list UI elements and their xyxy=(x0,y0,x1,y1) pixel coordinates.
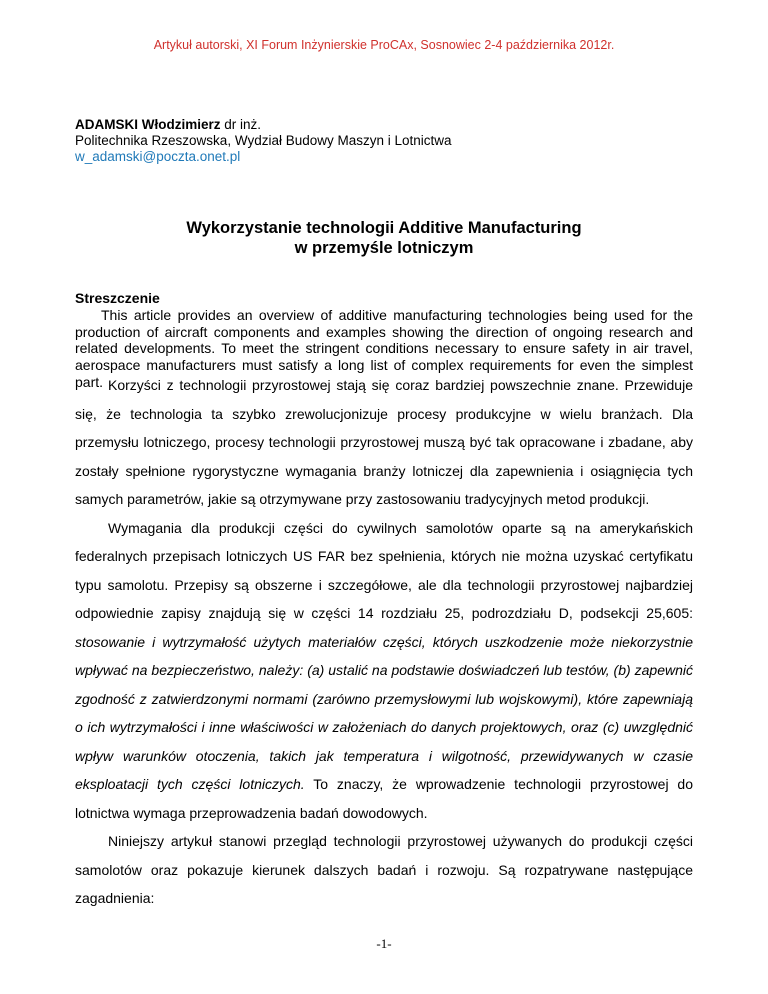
author-block xyxy=(75,117,452,165)
body-text xyxy=(75,371,693,913)
abstract-text: This article provides an overview of additive manufacturing technologies being used for the production of aircraft components and examples showing the direction of ongoing research and related developments. To meet the stringent conditions necessary to ensure safety in air travel, aerospace manufacturers must satisfy a long list of complex requirements for even the simplest part. xyxy=(75,306,693,390)
paper-title-line-2: w przemyśle lotniczym xyxy=(294,239,474,257)
abstract-heading: Streszczenie xyxy=(75,290,160,306)
paper-title-line-1: Wykorzystanie technologii Additive Manufacturing xyxy=(186,219,582,237)
conference-header-note: Artykuł autorski, XI Forum Inżynierskie ProCAx, Sosnowiec 2-4 października 2012r. xyxy=(153,38,615,52)
body-paragraph-2 xyxy=(75,514,693,828)
author-name: ADAMSKI Włodzimierz xyxy=(75,117,221,132)
body-paragraph-1: Korzyści z technologii przyrostowej stają się coraz bardziej powszechnie znane. Przewiduje się, że technologia ta szybko zrewolucjonizuje procesy produkcyjne w wielu branżach. Dla przemysłu lotniczego, procesy technologii przyrostowej muszą być tak opracowane i zbadane, aby zostały spełnione rygorystyczne wymagania branży lotniczej dla zapewnienia i osiągnięcia tych samych parametrów, jakie są otrzymywane przy zastosowaniu tradycyjnych metod produkcji. xyxy=(75,377,693,507)
paper-title xyxy=(0,218,768,258)
author-affiliation: Politechnika Rzeszowska, Wydział Budowy Maszyn i Lotnictwa xyxy=(75,133,452,148)
author-line xyxy=(75,117,452,133)
page-number: -1- xyxy=(376,936,392,951)
author-email-link[interactable]: w_adamski@poczta.onet.pl xyxy=(75,149,241,164)
paragraph-2-end: To znaczy, że wprowadzenie technologii przyrostowej do lotnictwa wymaga przeprowadzenia badań dowodowych. xyxy=(75,776,693,821)
paragraph-2-start: Wymagania dla produkcji części do cywilnych samolotów oparte są na amerykańskich federalnych przepisach lotniczych US FAR bez spełnienia, których nie można uzyskać certyfikatu typu samolotu. Przepisy są obszerne i szczegółowe, ale dla technologii przyrostowej najbardziej odpowiednie zapisy znajdują się w części 14 rozdziału 25, podrozdziału D, podsekcji 25,605: xyxy=(75,519,693,621)
body-paragraph-3: Niniejszy artykuł stanowi przegląd technologii przyrostowej używanych do produkcji części samolotów oraz pokazuje kierunek dalszych badań i rozwoju. Są rozpatrywane następujące zagadnienia: xyxy=(75,833,693,906)
author-degree: dr inż. xyxy=(224,117,262,132)
regulation-quote: stosowanie i wytrzymałość użytych materiałów części, których uszkodzenie może niekorzystnie wpływać na bezpieczeństwo, należy: (a) ustalić na podstawie doświadczeń lub testów, (b) zapewnić zgodność z zatwierdzonymi normami (zarówno przemysłowymi lub wojskowymi), które zapewniają o ich wytrzymałości i inne właściwości w założeniach do danych projektowych, oraz (c) uwzględnić wpływ warunków otoczenia, takich jak temperatura i wilgotność, przewidywanych w czasie eksploatacji tych części lotniczych. xyxy=(75,633,693,792)
